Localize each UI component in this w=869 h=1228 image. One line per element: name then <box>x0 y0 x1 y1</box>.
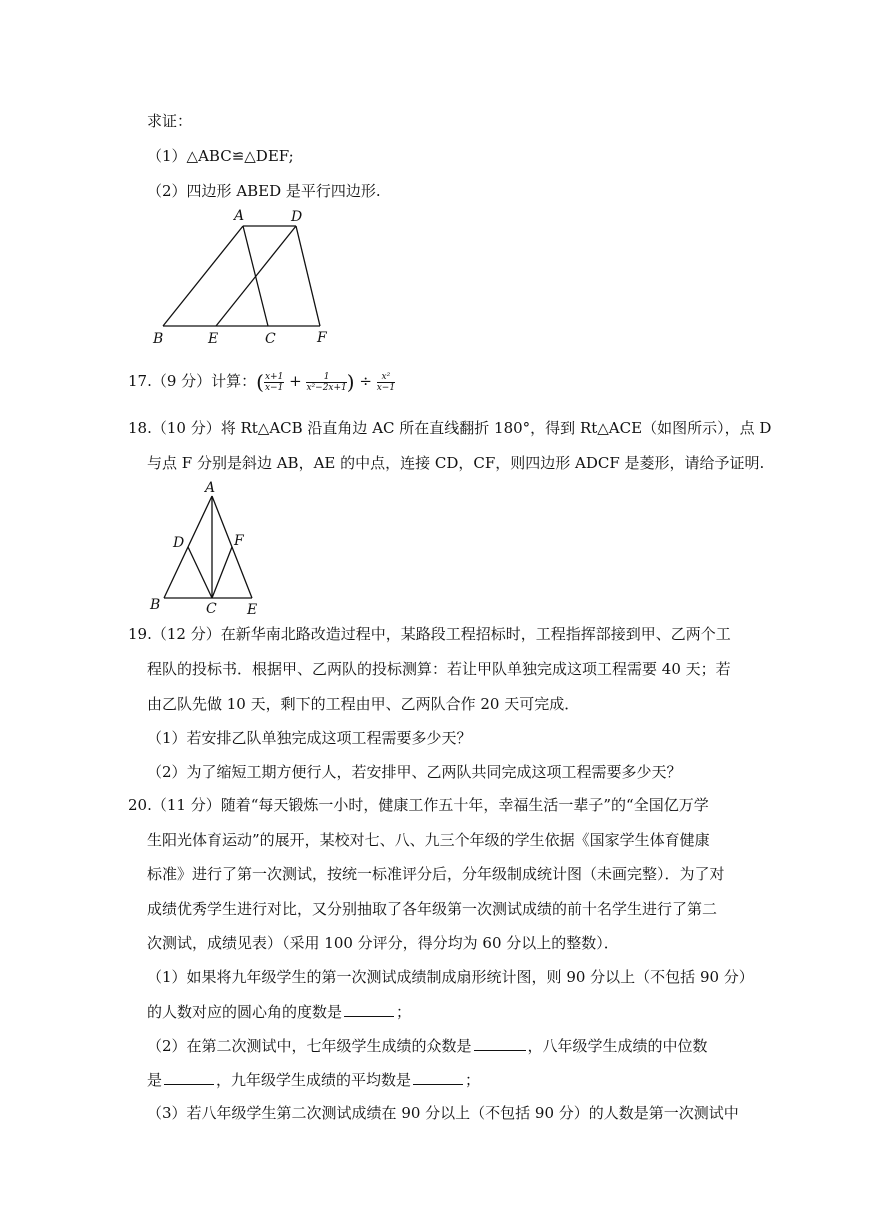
label-B: B <box>153 331 164 347</box>
q20-sub2-a: （2）在第二次测试中，七年级学生成绩的众数是 <box>147 1037 472 1055</box>
q20-sub1-end: ； <box>396 1003 412 1021</box>
proof-item-1-num: （1） <box>147 147 187 165</box>
q20-line3: 标准》进行了第一次测试，按统一标准评分后，分年级制成统计图（未画完整）．为了对 <box>147 865 725 883</box>
q20-line5: 次测试，成绩见表）（采用 100 分评分，得分均为 60 分以上的整数）． <box>147 934 619 952</box>
q17-plus: + <box>289 372 302 390</box>
label2-F: F <box>234 533 244 549</box>
q17-frac1-num: x+1 <box>264 371 284 382</box>
label2-A: A <box>205 480 216 496</box>
label-E: E <box>208 331 219 347</box>
q20-line4: 成绩优秀学生进行对比，又分别抽取了各年级第一次测试成绩的前十名学生进行了第二 <box>147 900 718 918</box>
q17-frac2-num: 1 <box>306 372 346 383</box>
q17 <box>128 367 395 395</box>
q20-sub1-a: （1）如果将九年级学生的第一次测试成绩制成扇形统计图，则 90 分以上（不包括 90 分） <box>147 968 754 986</box>
q19-sub1: （1）若安排乙队单独完成这项工程需要多少天？ <box>147 729 472 747</box>
q20-line1: 20.（11 分）随着“每天锻炼一小时，健康工作五十年，幸福生活一辈子”的“全国亿万学 <box>128 796 709 814</box>
q20-sub1-b: 的人数对应的圆心角的度数是 <box>147 1003 343 1021</box>
label2-E: E <box>247 602 258 618</box>
answer-blank-1[interactable] <box>344 1001 394 1017</box>
label2-D: D <box>173 535 185 551</box>
q20-sub2-b: ，八年级学生成绩的中位数 <box>527 1037 708 1055</box>
label-C: C <box>265 331 276 347</box>
q19-line2: 程队的投标书．根据甲、乙两队的投标测算：若让甲队单独完成这项工程需要 40 天；若 <box>147 660 731 678</box>
q20-sub2-c: 是 <box>147 1071 163 1089</box>
prove-label: 求证： <box>147 112 193 130</box>
q19-line1: 19.（12 分）在新华南北路改造过程中，某路段工程招标时，工程指挥部接到甲、乙两个工 <box>128 625 731 643</box>
answer-blank-2[interactable] <box>474 1035 526 1051</box>
q17-prefix: 17.（9 分）计算： <box>128 372 257 390</box>
proof-item-1 <box>147 146 294 166</box>
label2-C: C <box>206 601 217 617</box>
q17-div: ÷ <box>359 372 372 390</box>
label-D: D <box>291 209 303 225</box>
label2-B: B <box>150 597 161 613</box>
proof-item-2 <box>147 181 381 201</box>
label-A: A <box>234 208 245 224</box>
figure-adcf <box>140 478 270 618</box>
q20-sub3: （3）若八年级学生第二次测试成绩在 90 分以上（不包括 90 分）的人数是第一次测试中 <box>147 1104 739 1122</box>
figure-abed-lines <box>163 226 320 326</box>
q17-frac1-den: x−1 <box>264 382 284 393</box>
q19-line3: 由乙队先做 10 天，剩下的工程由甲、乙两队合作 20 天可完成． <box>147 695 580 713</box>
proof-item-1-text: △ABC≌△DEF; <box>186 147 294 165</box>
q17-frac3-num: x² <box>377 372 395 383</box>
q19-sub2: （2）为了缩短工期方便行人，若安排甲、乙两队共同完成这项工程需要多少天？ <box>147 763 682 781</box>
q20-sub2-line1 <box>147 1035 708 1056</box>
figure-abed <box>140 203 340 348</box>
q20-sub2-d: ，九年级学生成绩的平均数是 <box>216 1071 412 1089</box>
answer-blank-4[interactable] <box>413 1069 463 1085</box>
proof-item-2-num: （2） <box>147 182 187 200</box>
q17-paren-close: ) <box>346 370 355 394</box>
q20-line2: 生阳光体育运动”的展开，某校对七、八、九三个年级的学生依据《国家学生体育健康 <box>147 831 710 849</box>
answer-blank-3[interactable] <box>164 1069 214 1085</box>
q17-frac2 <box>306 372 346 393</box>
q18-line2: 与点 F 分别是斜边 AB，AE 的中点，连接 CD，CF，则四边形 ADCF 是菱形，请给予证明. <box>147 454 765 472</box>
q20-sub2-end: ； <box>465 1071 481 1089</box>
q17-frac3 <box>377 372 395 393</box>
q17-paren-open: ( <box>256 370 264 394</box>
q17-frac1 <box>264 372 284 393</box>
proof-item-2-text: 四边形 ABED 是平行四边形. <box>186 182 381 200</box>
q20-sub1-b-line <box>147 1001 411 1022</box>
q18-line1: 18.（10 分）将 Rt△ACB 沿直角边 AC 所在直线翻折 180°，得到 Rt△ACE（如图所示），点 D <box>128 419 772 437</box>
q17-frac2-den: x²−2x+1 <box>306 382 347 393</box>
label-F: F <box>317 330 327 346</box>
q17-frac3-den: x−1 <box>376 382 396 393</box>
q20-sub2-line2 <box>147 1069 480 1090</box>
